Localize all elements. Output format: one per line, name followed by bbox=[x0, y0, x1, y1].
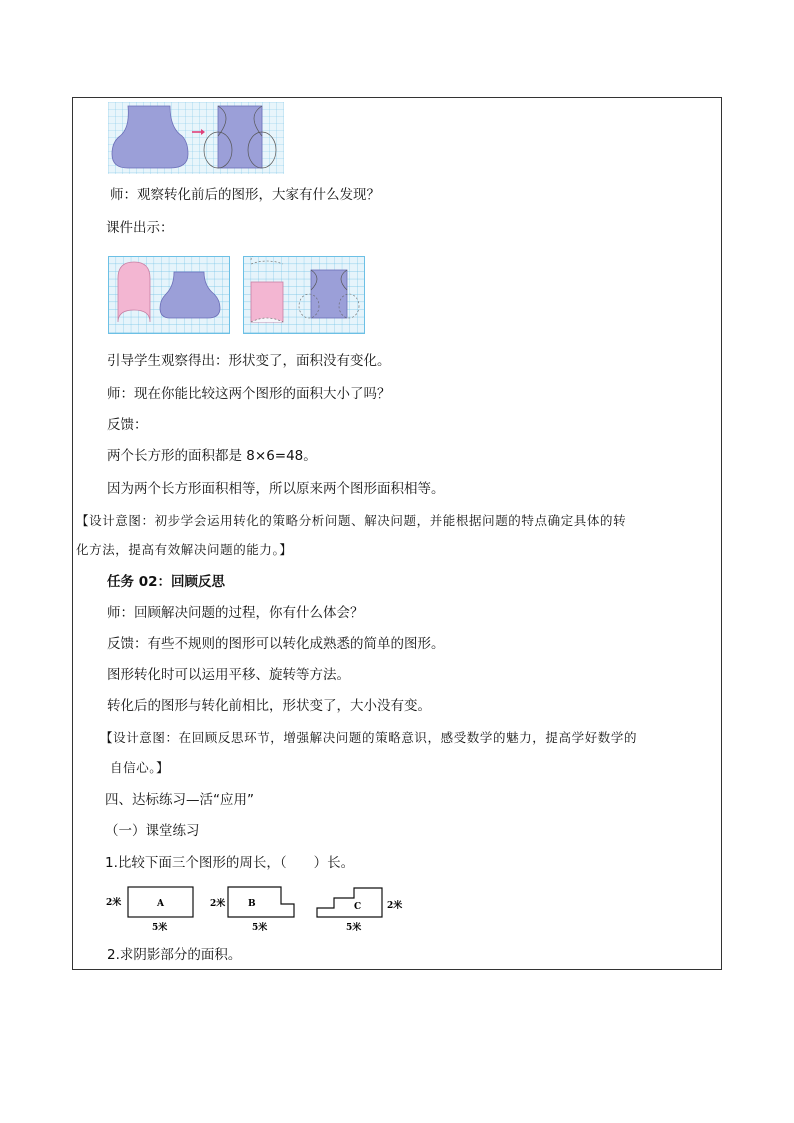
text-courseware: 课件出示： bbox=[106, 220, 174, 236]
shape-b-height-label: 2米 bbox=[210, 899, 226, 909]
text-q1: 1.比较下面三个图形的周长，（ ）长。 bbox=[105, 855, 355, 871]
text-intent2-line1: 【设计意图：在回顾反思环节，增强解决问题的策略意识，感受数学的魅力，提高学好数学的 bbox=[100, 730, 638, 745]
text-after: 转化后的图形与转化前相比，形状变了，大小没有变。 bbox=[107, 698, 431, 714]
shape-c-height-label: 2米 bbox=[387, 901, 403, 911]
shape-a-width-label: 5米 bbox=[152, 923, 168, 933]
text-feedback2: 反馈：有些不规则的图形可以转化成熟悉的简单的图形。 bbox=[107, 636, 445, 652]
shape-c bbox=[317, 888, 382, 917]
shape-b bbox=[228, 887, 294, 917]
text-methods: 图形转化时可以运用平移、旋转等方法。 bbox=[107, 667, 350, 683]
text-q2: 2.求阴影部分的面积。 bbox=[107, 947, 242, 963]
text-intent2-line2: 自信心。】 bbox=[110, 760, 170, 775]
result-rectangle bbox=[218, 106, 262, 168]
perimeter-shapes-figure bbox=[104, 884, 408, 934]
courseware-figure-original bbox=[108, 256, 230, 334]
shape-b-label: B bbox=[248, 899, 256, 909]
text-task2: 任务 02：回顾反思 bbox=[107, 574, 225, 590]
text-guide: 引导学生观察得出：形状变了，面积没有变化。 bbox=[107, 353, 391, 369]
text-teacher-compare: 师：现在你能比较这两个图形的面积大小了吗？ bbox=[107, 386, 391, 402]
text-teacher-observe: 师：观察转化前后的图形，大家有什么发现？ bbox=[110, 187, 380, 203]
text-classwork: （一）课堂练习 bbox=[105, 823, 200, 839]
text-teacher-review: 师：回顾解决问题的过程，你有什么体会？ bbox=[107, 605, 364, 621]
shape-a-height-label: 2米 bbox=[106, 898, 122, 908]
shape-b-width-label: 5米 bbox=[252, 923, 268, 933]
shape-c-width-label: 5米 bbox=[346, 923, 362, 933]
shape-a-label: A bbox=[157, 899, 164, 909]
text-intent1-line2: 化方法，提高有效解决问题的能力。】 bbox=[76, 542, 293, 557]
pink-rectangle bbox=[251, 282, 283, 322]
shape-c-label: C bbox=[354, 902, 362, 912]
text-intent1-line1: 【设计意图：初步学会运用转化的策略分析问题、解决问题，并能根据问题的特点确定具体的转 bbox=[76, 513, 627, 528]
text-because: 因为两个长方形面积相等，所以原来两个图形面积相等。 bbox=[107, 481, 445, 497]
text-feedback: 反馈： bbox=[107, 417, 148, 433]
text-section4: 四、达标练习—活“应用” bbox=[105, 792, 254, 808]
courseware-figure-transformed bbox=[243, 256, 365, 334]
text-area-calc: 两个长方形的面积都是 8×6=48。 bbox=[107, 448, 317, 464]
purple-rectangle bbox=[311, 270, 347, 318]
vase-transform-figure bbox=[108, 102, 284, 174]
